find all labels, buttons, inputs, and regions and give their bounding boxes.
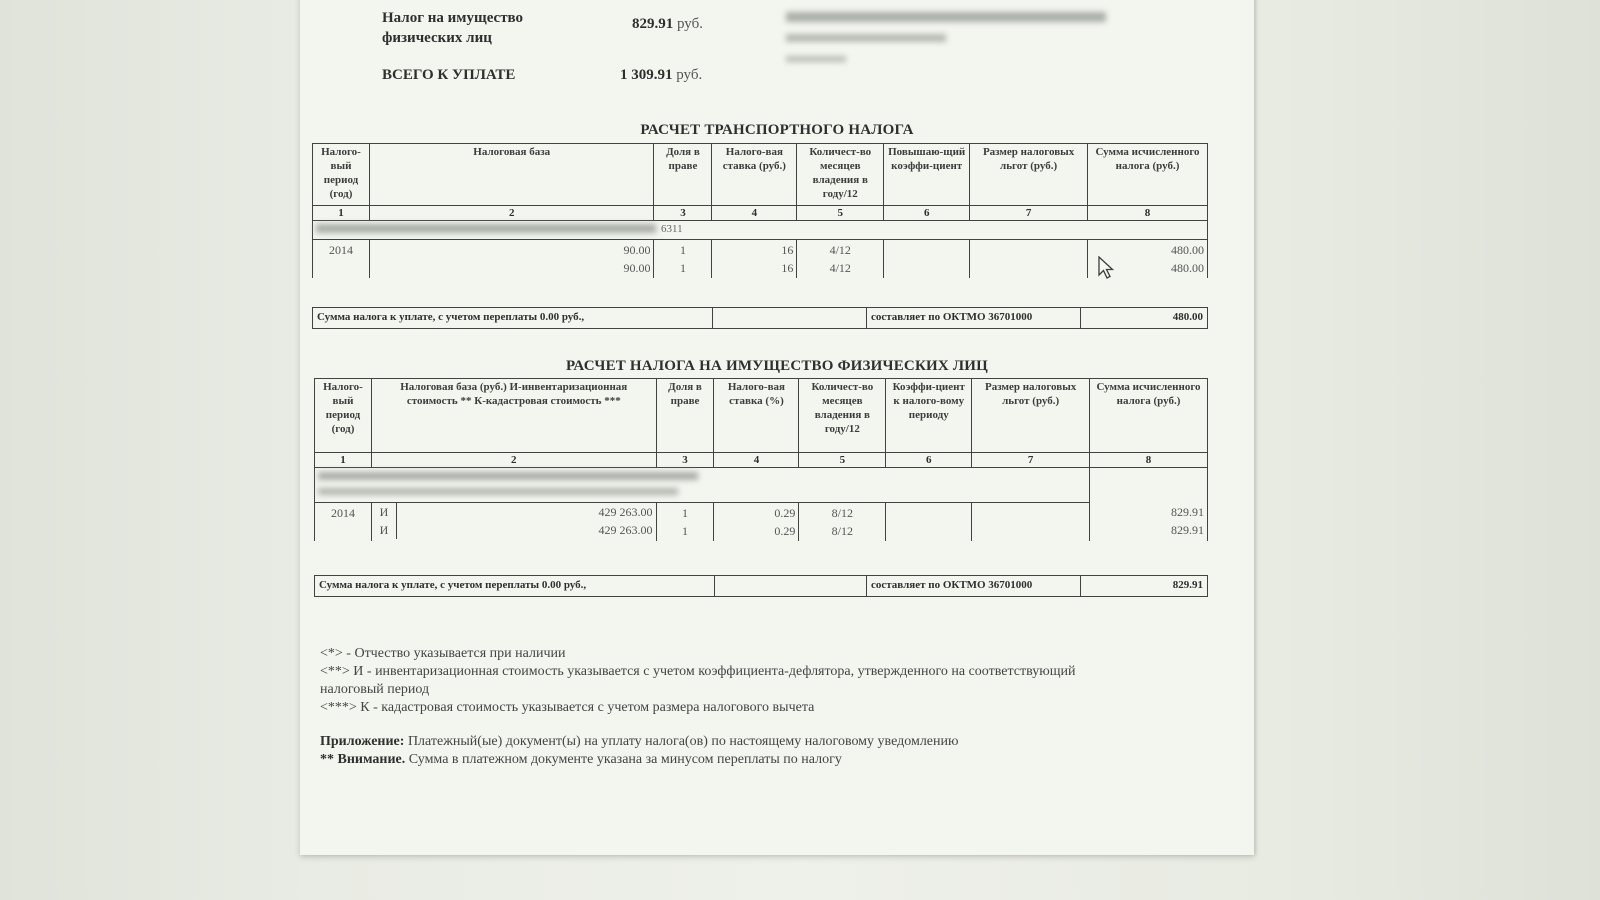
footnote-patronymic: <*> - Отчество указывается при наличии — [320, 646, 566, 661]
footnote-cadastral: <***> К - кадастровая стоимость указывается с учетом размера налогового вычета — [320, 700, 815, 715]
cell-months: 8/12 8/12 — [799, 503, 886, 542]
header-months: Количест-во месяцев владения в году/12 — [797, 144, 884, 206]
footnote-inventory: <**> И - инвентаризационная стоимость указывается с учетом коэффициента-дефлятора, утвержденного на соответствующий — [320, 664, 1076, 679]
col-number: 3 — [654, 206, 712, 221]
redacted-object — [318, 472, 698, 480]
cell-share: 1 1 — [654, 240, 712, 279]
col-number: 3 — [656, 453, 714, 468]
header-sum: Сумма исчисленного налога (руб.) — [1090, 379, 1208, 453]
col-number: 8 — [1090, 453, 1208, 468]
col-number: 6 — [886, 453, 972, 468]
cell-sum: 480.00 480.00 — [1088, 240, 1208, 279]
header-coef: Повышаю-щий коэффи-циент — [884, 144, 970, 206]
table-row — [315, 503, 1208, 542]
header-period: Налого-вый период (год) — [315, 379, 372, 453]
property-tax-table — [314, 378, 1208, 541]
col-number: 2 — [371, 453, 656, 468]
transport-total-row — [312, 307, 1208, 329]
header-benefit: Размер налоговых льгот (руб.) — [972, 379, 1090, 453]
object-code: 6311 — [661, 223, 683, 235]
total-amount: 829.91 — [1172, 579, 1203, 591]
property-total-row — [314, 575, 1208, 597]
property-tax-summary-label: Налог на имущество физических лиц — [382, 10, 524, 46]
oktmo-label: составляет по ОКТМО 36701000 — [867, 308, 1081, 328]
oktmo-label: составляет по ОКТМО 36701000 — [867, 576, 1081, 596]
cell-coef — [884, 240, 970, 279]
header-period: Налого-вый период (год) — [313, 144, 370, 206]
cell-base: 90.00 90.00 — [369, 240, 654, 279]
header-rate: Налого-вая ставка (руб.) — [712, 144, 797, 206]
total-label: Сумма налога к уплате, с учетом переплаты 0.00 руб., — [315, 576, 715, 596]
cell-coef — [886, 503, 972, 542]
redacted-object — [318, 488, 678, 495]
attention-line: ** Внимание. Сумма в платежном документе указана за минусом переплаты по налогу — [320, 752, 842, 767]
total-label: Сумма налога к уплате, с учетом переплаты 0.00 руб., — [313, 308, 713, 328]
cell-base: И И 429 263.00 429 263.00 — [371, 503, 656, 542]
redacted-address-line — [786, 34, 946, 42]
cell-rate: 0.29 0.29 — [714, 503, 799, 542]
col-number: 1 — [315, 453, 372, 468]
vehicle-row — [313, 221, 1208, 240]
total-label: ВСЕГО К УПЛАТЕ — [382, 67, 516, 83]
cell-year: 2014 — [313, 240, 370, 279]
col-number: 5 — [797, 206, 884, 221]
total-spacer — [715, 576, 867, 596]
cell-benefit — [970, 240, 1088, 279]
property-tax-title: РАСЧЕТ НАЛОГА НА ИМУЩЕСТВО ФИЗИЧЕСКИХ ЛИЦ — [565, 358, 989, 374]
redacted-address-line — [786, 56, 846, 62]
header-share: Доля в праве — [654, 144, 712, 206]
col-number: 2 — [369, 206, 654, 221]
col-number: 7 — [972, 453, 1090, 468]
header-share: Доля в праве — [656, 379, 714, 453]
col-number: 1 — [313, 206, 370, 221]
cell-year: 2014 — [315, 503, 372, 542]
header-base: Налоговая база (руб.) И-инвентаризационная стоимость ** К-кадастровая стоимость *** — [371, 379, 656, 453]
table-row — [313, 240, 1208, 279]
header-months: Количест-во месяцев владения в году/12 — [799, 379, 886, 453]
total-amount: 1 309.91 руб. — [620, 67, 703, 83]
header-benefit: Размер налоговых льгот (руб.) — [970, 144, 1088, 206]
col-number: 5 — [799, 453, 886, 468]
redacted-address — [786, 12, 1106, 22]
footnotes — [320, 645, 1220, 769]
property-tax-summary-amount: 829.91 руб. — [632, 16, 703, 32]
cell-rate: 16 16 — [712, 240, 797, 279]
property-object-row — [315, 468, 1208, 503]
header-base: Налоговая база — [369, 144, 654, 206]
col-number: 4 — [712, 206, 797, 221]
redacted-vehicle — [316, 224, 656, 233]
mouse-cursor-icon — [1098, 256, 1116, 280]
transport-tax-table — [312, 143, 1208, 278]
cell-months: 4/12 4/12 — [797, 240, 884, 279]
total-spacer — [713, 308, 867, 328]
header-rate: Налого-вая ставка (%) — [714, 379, 799, 453]
header-coef: Коэффи-циент к налого-вому периоду — [886, 379, 972, 453]
col-number: 8 — [1088, 206, 1208, 221]
col-number: 4 — [714, 453, 799, 468]
header-sum: Сумма исчисленного налога (руб.) — [1088, 144, 1208, 206]
transport-tax-title: РАСЧЕТ ТРАНСПОРТНОГО НАЛОГА — [640, 122, 914, 138]
cell-share: 1 1 — [656, 503, 714, 542]
col-number: 6 — [884, 206, 970, 221]
col-number: 7 — [970, 206, 1088, 221]
appendix-line: Приложение: Платежный(ые) документ(ы) на уплату налога(ов) по настоящему налоговому уведомлению — [320, 734, 959, 749]
footnote-inventory-cont: налоговый период — [320, 682, 430, 697]
total-amount: 480.00 — [1172, 311, 1203, 323]
cell-sum: 829.91 829.91 — [1090, 468, 1208, 542]
tax-notice-page — [300, 0, 1254, 855]
cell-benefit — [972, 503, 1090, 542]
